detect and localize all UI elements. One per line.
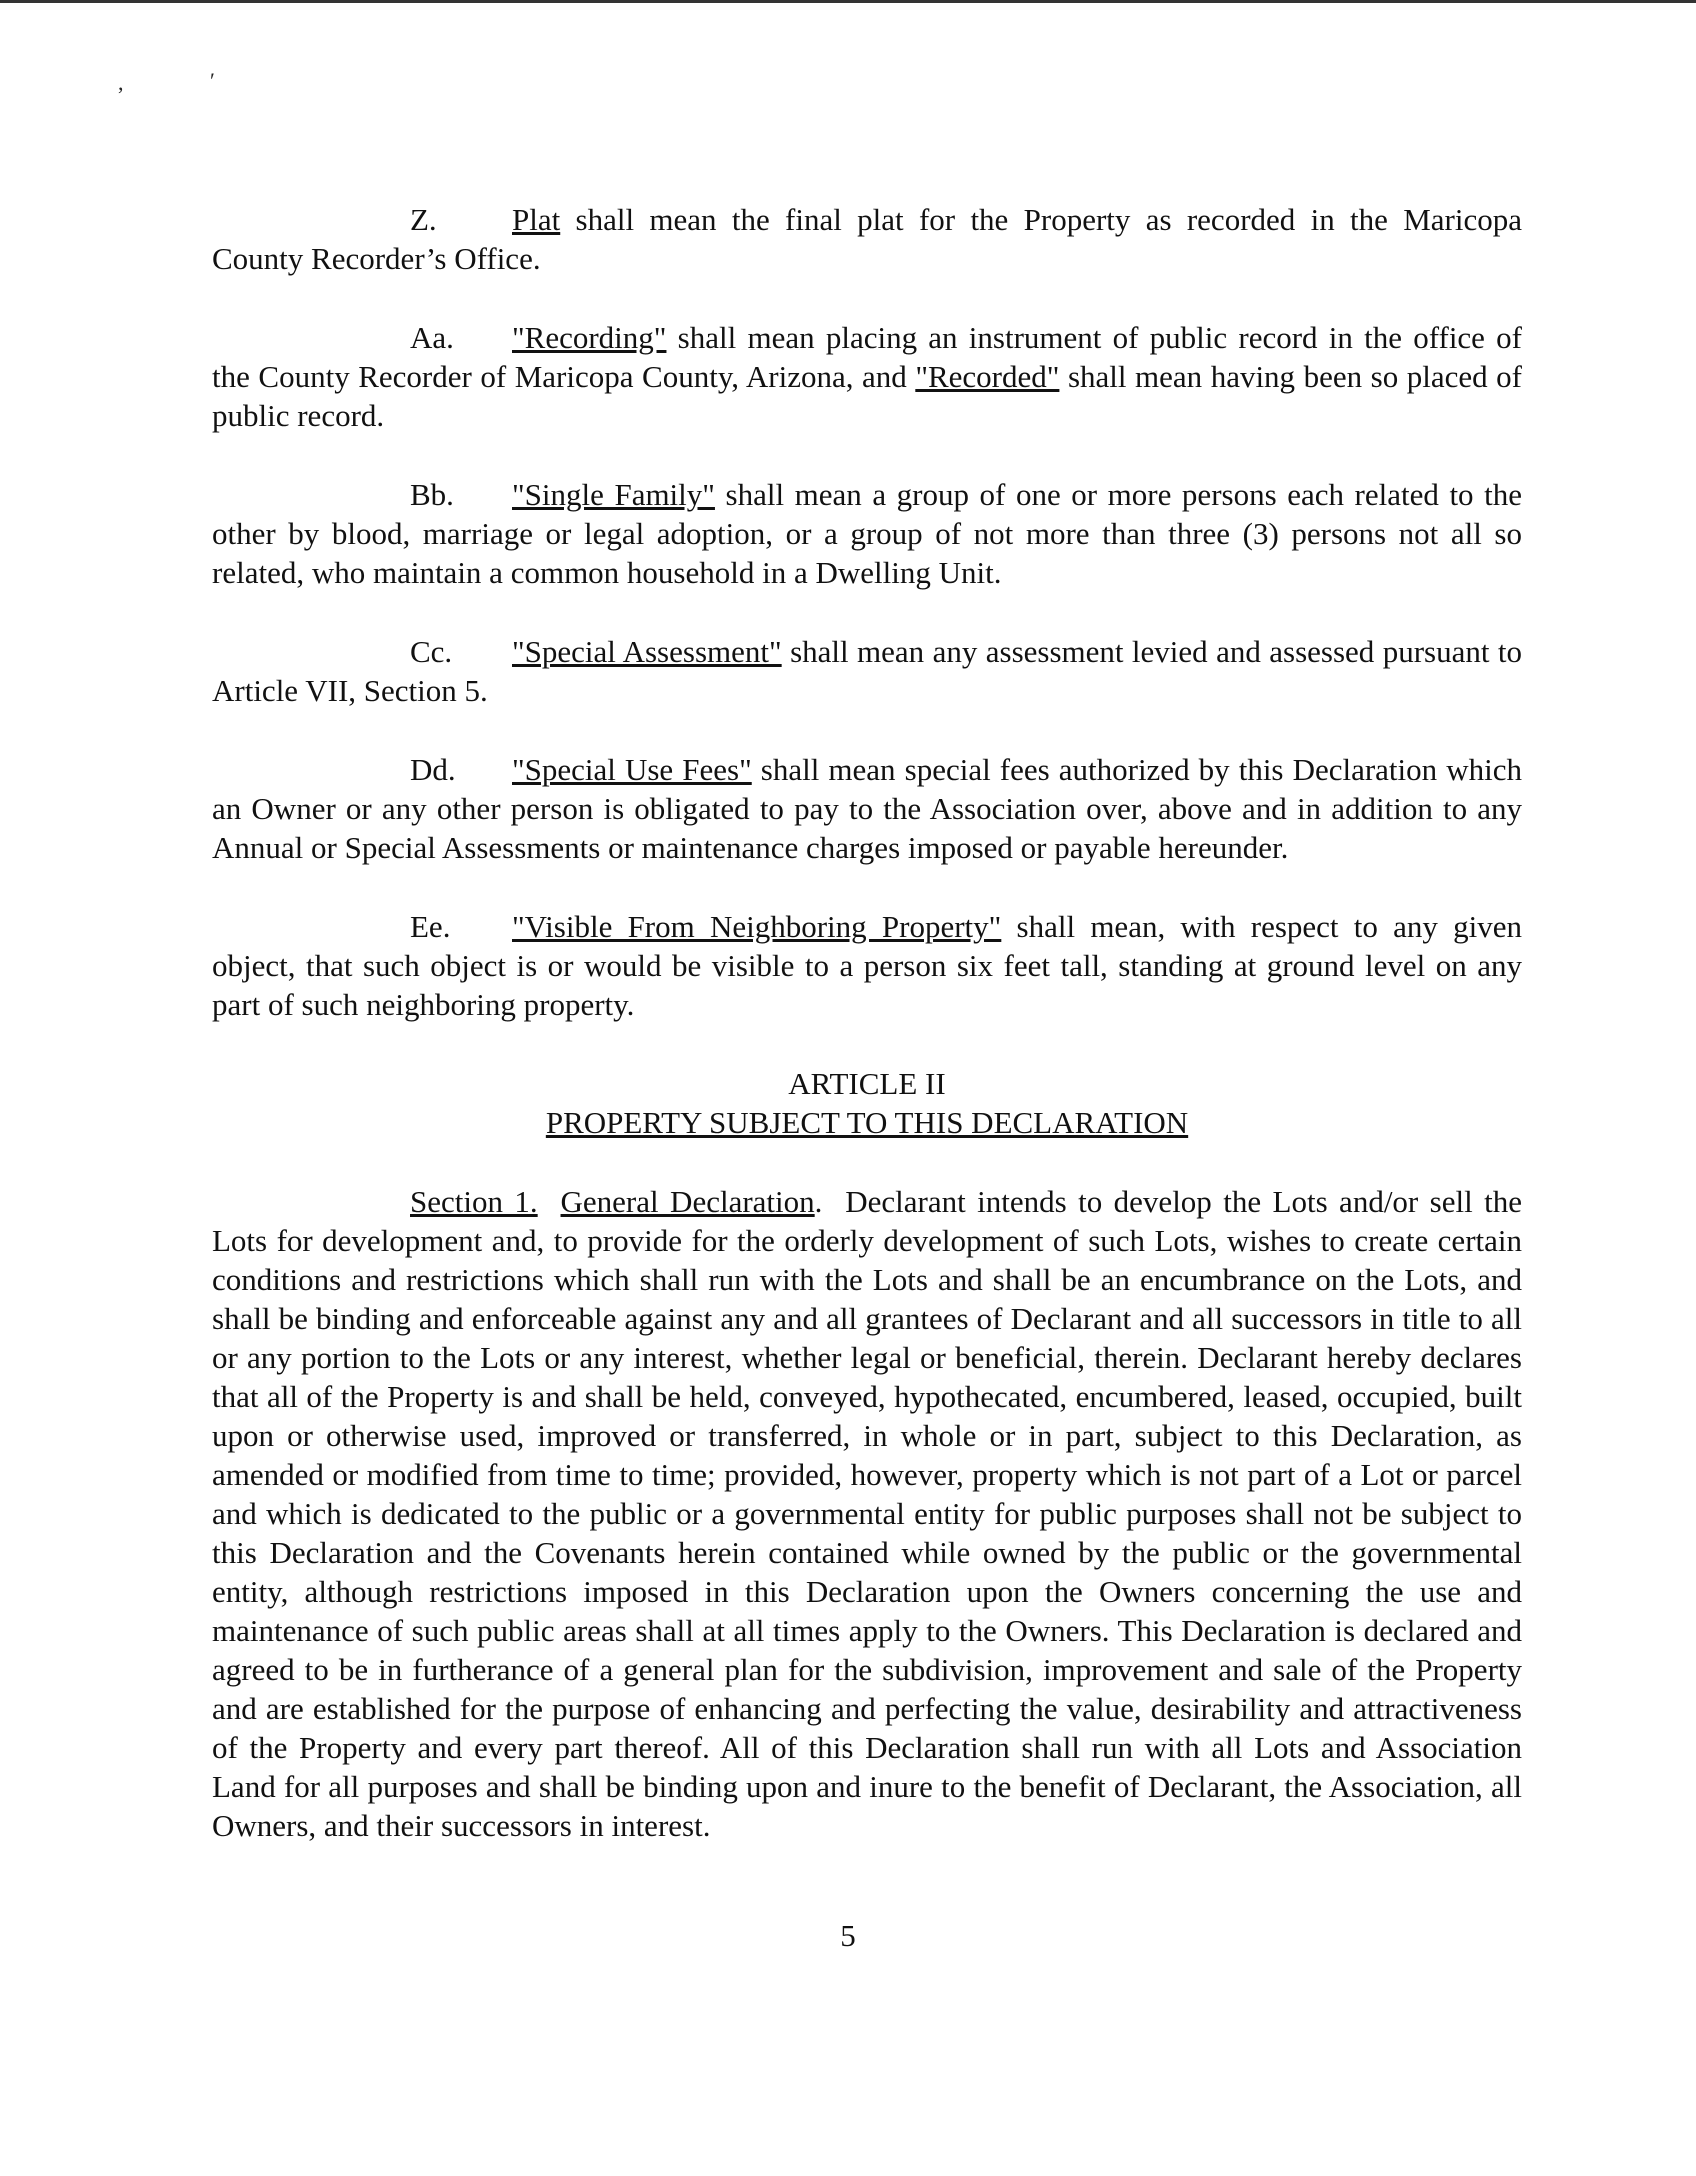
defined-term: "Recorded": [915, 359, 1060, 394]
definition-text: shall mean any assessment levied and assessed pursuant to Article VII, Section 5.: [212, 634, 1523, 708]
definition-label: Bb.: [410, 477, 454, 512]
definition-label: Aa.: [410, 320, 454, 355]
article-heading: ARTICLE II: [788, 1066, 946, 1101]
section-title-punct: .: [814, 1184, 823, 1219]
section-1-paragraph: [212, 1182, 1522, 1845]
defined-term: "Recording": [512, 320, 667, 355]
article-header: [212, 1064, 1522, 1142]
definition-text: shall mean, with respect to any given object, that such object is or would be visible to a person six feet tall, standing at ground level on any part of such neighboring property.: [212, 909, 1522, 1022]
article-subheading: PROPERTY SUBJECT TO THIS DECLARATION: [545, 1105, 1189, 1140]
page-number: 5: [840, 1918, 856, 1953]
scan-mark: ,: [118, 70, 124, 95]
definition-aa: [212, 318, 1522, 435]
definition-label: Cc.: [410, 634, 453, 669]
section-title: General Declaration: [560, 1184, 815, 1219]
definition-label: Z.: [410, 202, 437, 237]
definition-label: Dd.: [410, 752, 456, 787]
scan-top-rule: [0, 0, 1696, 3]
definition-cc: [212, 632, 1522, 710]
document-body: [212, 200, 1522, 1885]
definition-label: Ee.: [410, 909, 451, 944]
definition-z: [212, 200, 1522, 278]
definition-text: shall mean placing an instrument of public record in the office of the County Recorder of Maricopa County, Arizona, and: [212, 320, 1522, 394]
definition-text: shall mean having been so placed of public record.: [212, 359, 1522, 433]
scan-mark: ′: [210, 68, 215, 93]
defined-term: Plat: [512, 202, 561, 237]
definition-ee: [212, 907, 1522, 1024]
defined-term: "Special Assessment": [512, 634, 782, 669]
section-body: Declarant intends to develop the Lots and/or sell the Lots for development and, to provide for the orderly development of such Lots, wishes to create certain conditions and restrictions which shall run with the Lots and shall be an encumbrance on the Lots, and shall be binding and enforceable against any and all grantees of Declarant and all successors in title to all or any portion to the Lots or any interest, whether legal or beneficial, therein. Declarant hereby declares that all of the Property is and shall be held, conveyed, hypothecated, encumbered, leased, occupied, built upon or otherwise used, improved or transferred, in whole or in part, subject to this Declaration, as amended or modified from time to time; provided, however, property which is not part of a Lot or parcel and which is dedicated to the public or a governmental entity for public purposes shall not be subject to this Declaration and the Covenants herein contained while owned by the public or the governmental entity, although restrictions imposed in this Declaration upon the Owners concerning the use and maintenance of such public areas shall at all times apply to the Owners. This Declaration is declared and agreed to be in furtherance of a general plan for the subdivision, improvement and sale of the Property and are established for the purpose of enhancing and perfecting the value, desirability and attractiveness of the Property and every part thereof. All of this Declaration shall run with all Lots and Association Land for all purposes and shall be binding upon and inure to the benefit of Declarant, the Association, all Owners, and their successors in interest.: [212, 1184, 1523, 1843]
defined-term: "Single Family": [512, 477, 715, 512]
definition-bb: [212, 475, 1522, 592]
definition-text: shall mean special fees authorized by this Declaration which an Owner or any other person is obligated to pay to the Association over, above and in addition to any Annual or Special Assessments or maintenance charges imposed or payable hereunder.: [212, 752, 1522, 865]
definition-text: shall mean the final plat for the Property as recorded in the Maricopa County Recorder’s Office.: [212, 202, 1522, 276]
section-number: Section 1.: [410, 1184, 538, 1219]
definition-text: shall mean a group of one or more persons each related to the other by blood, marriage or legal adoption, or a group of not more than three (3) persons not all so related, who maintain a common household in a Dwelling Unit.: [212, 477, 1523, 590]
defined-term: "Visible From Neighboring Property": [512, 909, 1002, 944]
defined-term: "Special Use Fees": [512, 752, 752, 787]
definition-dd: [212, 750, 1522, 867]
